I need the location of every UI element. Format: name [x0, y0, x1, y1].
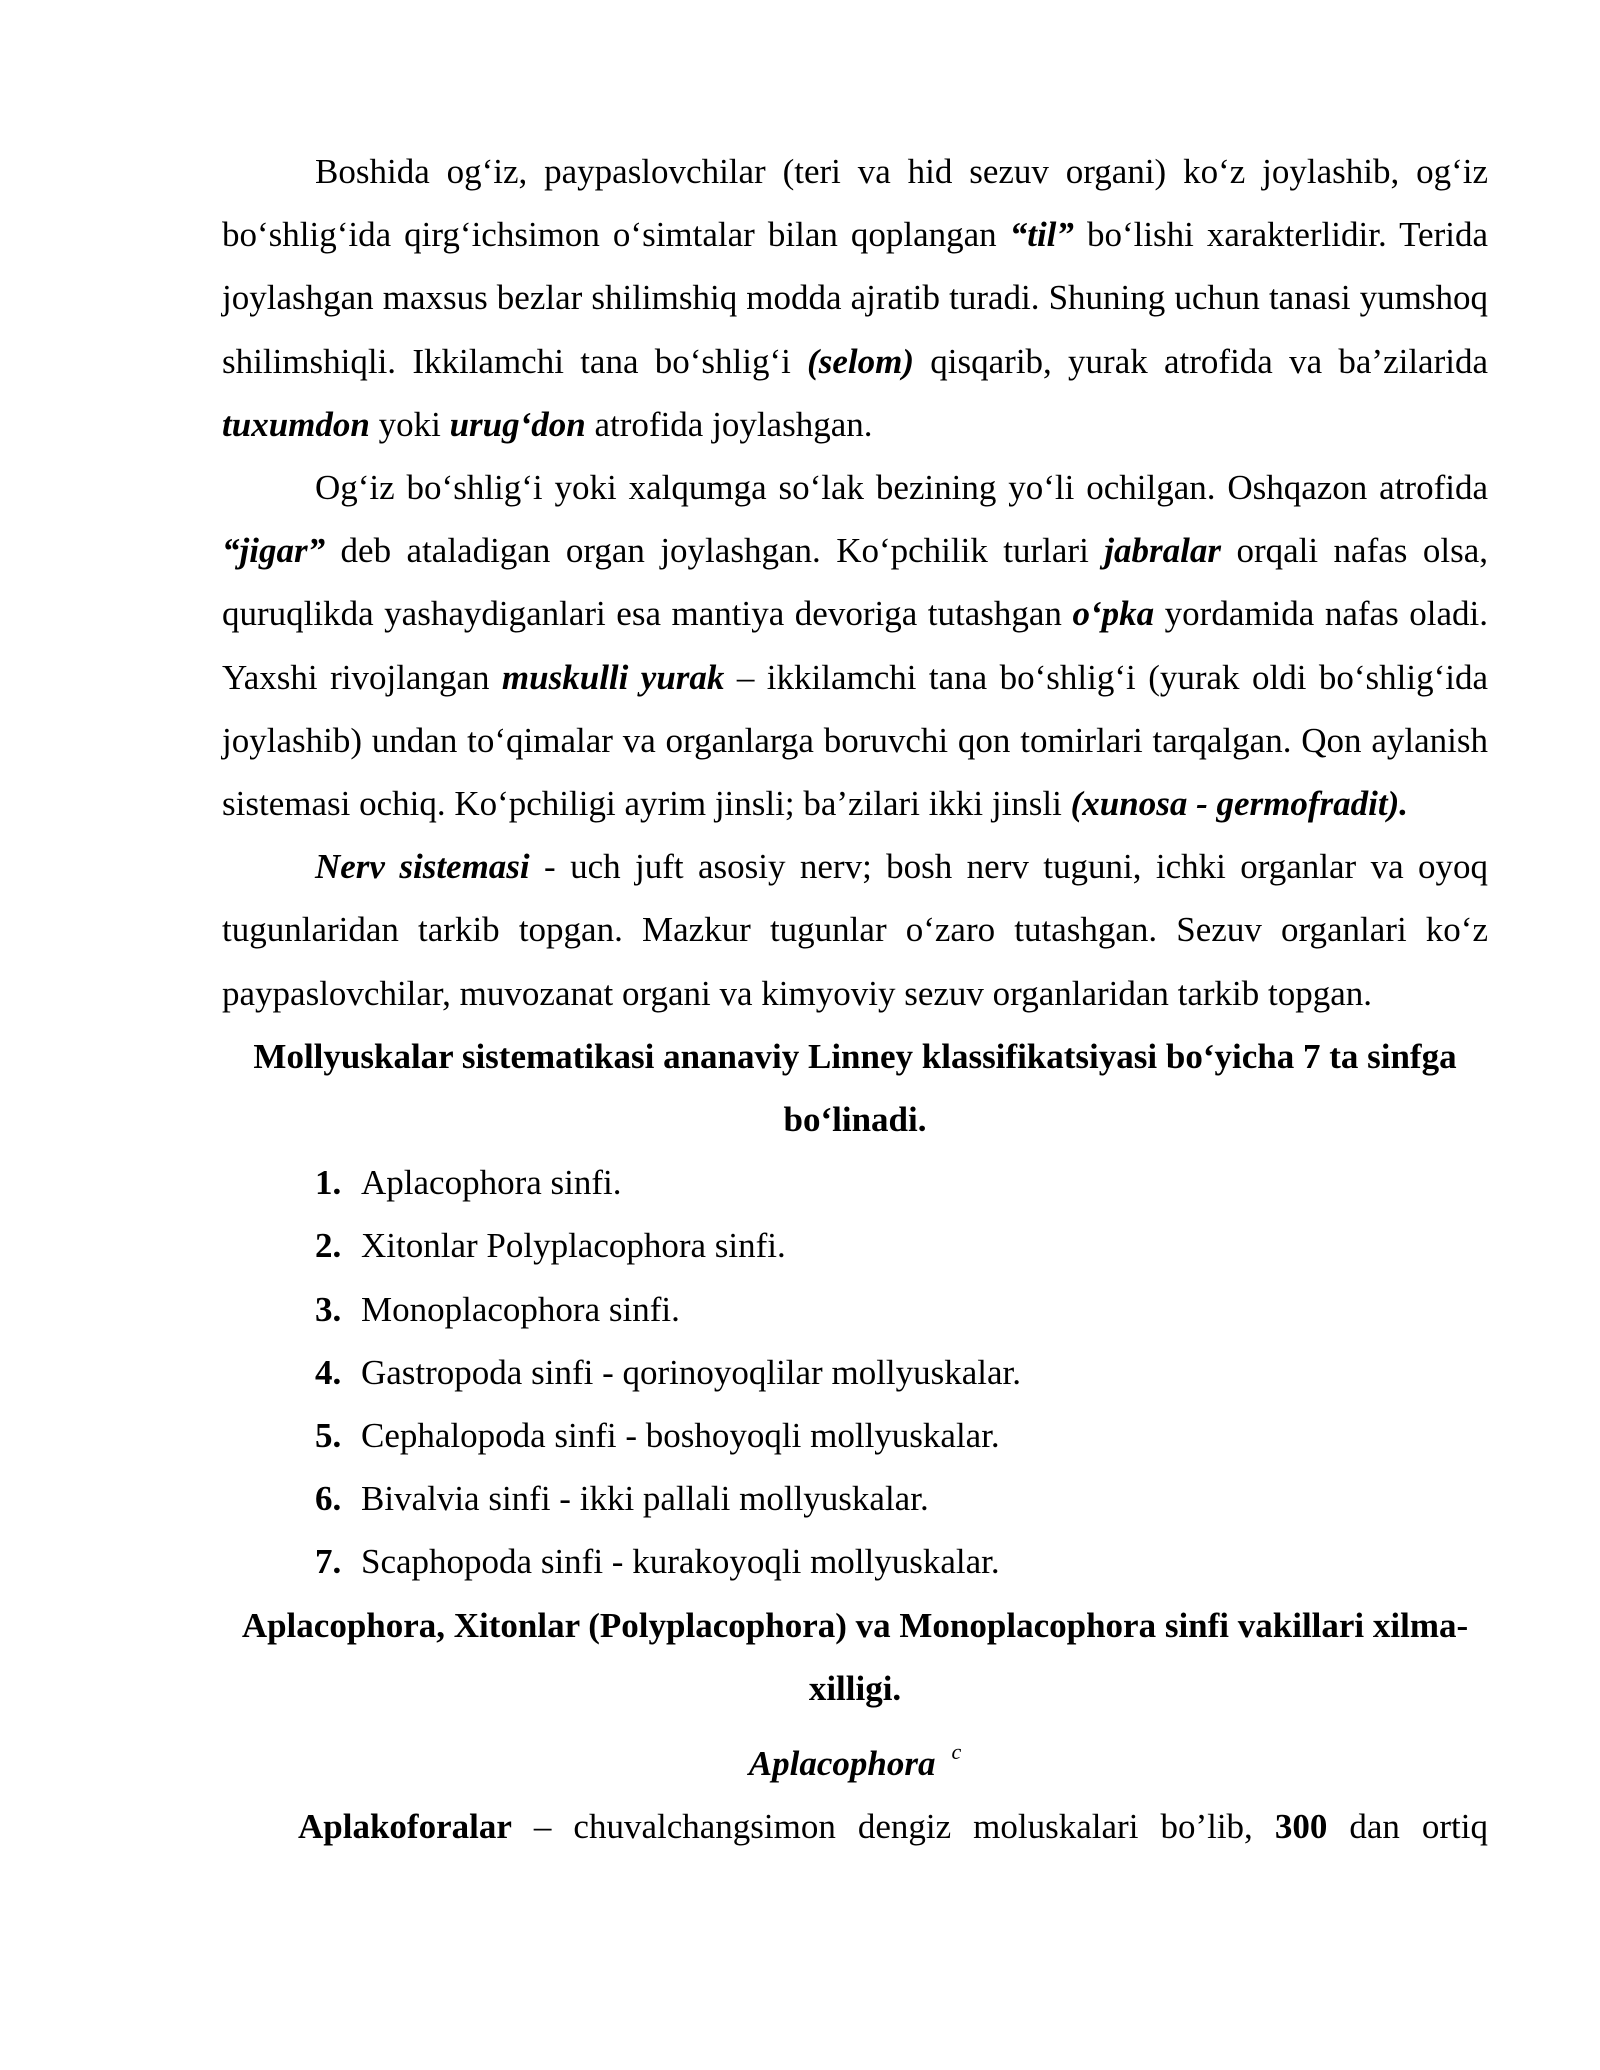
list-text: Xitonlar Polyplacophora sinfi. [361, 1226, 786, 1266]
class-list [222, 1151, 1488, 1593]
list-number: 1. [315, 1163, 342, 1203]
text-run: – ikkilamchi tana bo‘shlig‘i (yurak oldi bo‘shlig‘ida joylashib) undan to‘qimalar va organlarga boruvchi qon tomirlari tarqalgan. Qon aylanish sistemasi ochiq. Ko‘pchiligi ayrim jinsli; ba’zilari ikki jinsli [222, 657, 1488, 824]
list-number: 2. [315, 1226, 342, 1266]
text-run: yordamida nafas oladi. Yaxshi rivojlangan [222, 594, 1488, 697]
term-urugdon: urug‘don [449, 404, 586, 444]
list-number: 3. [315, 1289, 342, 1329]
subheading-aplacophora [222, 1720, 1488, 1795]
list-number: 5. [315, 1416, 342, 1456]
heading-diversity: Aplacophora, Xitonlar (Polyplacophora) va Monoplacophora sinfi vakillari xilma-xilligi. [241, 1605, 1469, 1708]
list-text: Gastropoda sinfi - qorinoyoqlilar mollyuskalar. [361, 1352, 1022, 1392]
footnote-marker: c [951, 1739, 962, 1765]
text-run: dan ortiq [1327, 1807, 1489, 1847]
subheading-title: Aplacophora [748, 1744, 936, 1784]
term-opka: o‘pka [1072, 594, 1155, 634]
text-run: – chuvalchangsimon dengiz moluskalari bo’lib, [511, 1807, 1275, 1847]
paragraph-aplakoforalar [222, 1795, 1488, 1858]
paragraph-nervous-system [222, 835, 1488, 1025]
list-text: Bivalvia sinfi - ikki pallali mollyuskalar. [361, 1479, 929, 1519]
term-tuxumdon: tuxumdon [222, 404, 370, 444]
text-run: atrofida joylashgan. [585, 404, 873, 444]
term-jigar: “jigar” [222, 531, 326, 571]
text-run: bo‘lishi xarakterlidir. Terida joylashgan maxsus bezlar shilimshiq modda ajratib turadi. Shuning uchun tanasi yumshoq shilimshiqli. Ikkilamchi tana bo‘shlig‘i [222, 215, 1488, 381]
term-aplakoforalar: Aplakoforalar [298, 1807, 512, 1847]
list-item [315, 1341, 1488, 1404]
text-run: yoki [369, 404, 450, 444]
list-number: 4. [315, 1352, 342, 1392]
term-til: “til” [1009, 215, 1074, 255]
list-item [315, 1467, 1488, 1530]
list-text: Cephalopoda sinfi - boshoyoqli mollyuskalar. [361, 1416, 1000, 1456]
term-xunosa: (xunosa - germofradit). [1070, 784, 1409, 824]
list-text: Aplacophora sinfi. [361, 1163, 622, 1203]
term-selom: (selom) [807, 341, 915, 381]
term-jabralar: jabralar [1104, 531, 1221, 571]
list-text: Scaphopoda sinfi - kurakoyoqli mollyuskalar. [361, 1542, 1000, 1582]
text-run: qisqarib, yurak atrofida va ba’zilarida [914, 341, 1488, 381]
list-number: 7. [315, 1542, 342, 1582]
list-text: Monoplacophora sinfi. [361, 1289, 680, 1329]
text-run: deb ataladigan organ joylashgan. Ko‘pchilik turlari [325, 531, 1105, 571]
list-number: 6. [315, 1479, 342, 1519]
text-run: - uch juft asosiy nerv; bosh nerv tuguni, ichki organlar va oyoq tugunlaridan tarkib topgan. Mazkur tugunlar o‘zaro tutashgan. Sezuv organlari ko‘z paypaslovchilar, muvozanat organi va kimyoviy sezuv organlaridan tarkib topgan. [222, 847, 1488, 1013]
term-nerv-sistemasi: Nerv sistemasi [315, 847, 530, 887]
paragraph-organs [222, 456, 1488, 835]
text-run: Og‘iz bo‘shlig‘i yoki xalqumga so‘lak bezining yo‘li ochilgan. Oshqazon atrofida [315, 468, 1488, 508]
heading-classification: Mollyuskalar sistematikasi ananaviy Linney klassifikatsiyasi bo‘yicha 7 ta sinfga bo‘linadi. [253, 1036, 1457, 1140]
paragraph-anatomy [222, 140, 1488, 456]
list-item [315, 1530, 1488, 1593]
text-run: Boshida og‘iz, paypaslovchilar (teri va hid sezuv organi) ko‘z joylashib, og‘iz bo‘shlig‘ida qirg‘ichsimon o‘simtalar bilan qoplangan [222, 152, 1488, 255]
document-body [222, 140, 1488, 1858]
species-count: 300 [1274, 1807, 1328, 1847]
term-muskulli-yurak: muskulli yurak [501, 657, 725, 697]
list-item [315, 1404, 1488, 1467]
list-item [315, 1151, 1488, 1214]
text-run: orqali nafas olsa, quruqlikda yashaydiganlari esa mantiya devoriga tutashgan [222, 531, 1488, 634]
list-item [315, 1278, 1488, 1341]
list-item [315, 1214, 1488, 1277]
